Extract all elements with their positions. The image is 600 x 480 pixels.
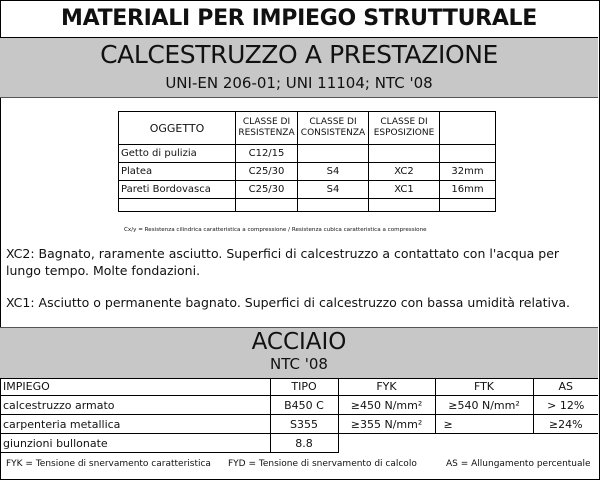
xc2-description: XC2: Bagnato, raramente asciutto. Superfici di calcestruzzo a contattato con l'acqua per lungo tempo. Molte fondazioni. bbox=[6, 246, 560, 278]
cell-as bbox=[533, 434, 598, 453]
steel-table-header bbox=[0, 378, 598, 396]
cell-consistenza bbox=[298, 145, 369, 163]
concrete-table-header bbox=[119, 112, 496, 145]
cell-tipo: 8.8 bbox=[270, 434, 338, 453]
cell-as: ≥24% bbox=[533, 415, 598, 434]
table-row bbox=[119, 181, 496, 199]
legend-as: AS = Allungamento percentuale bbox=[446, 459, 591, 469]
cell-tipo: B450 C bbox=[270, 396, 338, 415]
cell-resistenza: C25/30 bbox=[236, 163, 298, 181]
col-header-aggregate bbox=[440, 112, 496, 145]
cell-esposizione bbox=[369, 199, 440, 212]
cell-fyk: ≥355 N/mm² bbox=[338, 415, 435, 434]
col-header-ftk: FTK bbox=[435, 378, 533, 396]
cell-consistenza: S4 bbox=[298, 181, 369, 199]
col-header-tipo: TIPO bbox=[270, 378, 338, 396]
col-header-as: AS bbox=[533, 378, 598, 396]
col-header-resistenza: CLASSE DI RESISTENZA bbox=[236, 112, 298, 145]
table-row bbox=[0, 415, 598, 434]
cell-resistenza: C25/30 bbox=[236, 181, 298, 199]
cell-ftk bbox=[435, 434, 533, 453]
concrete-class-table bbox=[118, 111, 496, 212]
steel-heading: ACCIAIO bbox=[251, 329, 347, 355]
cell-esposizione: XC2 bbox=[369, 163, 440, 181]
cell-aggregate bbox=[440, 199, 496, 212]
xc1-description: XC1: Asciutto o permanente bagnato. Superfici di calcestruzzo con bassa umidità relativa. bbox=[6, 295, 571, 310]
col-header-oggetto: OGGETTO bbox=[119, 112, 236, 145]
concrete-standards: UNI-EN 206-01; UNI 11104; NTC '08 bbox=[165, 74, 433, 92]
cell-resistenza: C12/15 bbox=[236, 145, 298, 163]
table-row bbox=[119, 163, 496, 181]
col-header-fyk: FYK bbox=[338, 378, 435, 396]
cell-impiego: giunzioni bullonate bbox=[0, 434, 270, 453]
cell-impiego: calcestruzzo armato bbox=[0, 396, 270, 415]
page-title: MATERIALI PER IMPIEGO STRUTTURALE bbox=[0, 0, 598, 38]
cell-oggetto: Getto di pulizia bbox=[119, 145, 236, 163]
legend-fyd: FYD = Tensione di snervamento di calcolo bbox=[228, 459, 417, 469]
cell-fyk bbox=[338, 434, 435, 453]
cell-oggetto bbox=[119, 199, 236, 212]
cell-aggregate bbox=[440, 145, 496, 163]
table-row bbox=[0, 434, 598, 453]
cell-impiego: carpenteria metallica bbox=[0, 415, 270, 434]
steel-table bbox=[0, 378, 598, 453]
col-header-esposizione: CLASSE DI ESPOSIZIONE bbox=[369, 112, 440, 145]
concrete-heading: CALCESTRUZZO A PRESTAZIONE bbox=[100, 40, 498, 69]
cell-tipo: S355 bbox=[270, 415, 338, 434]
cell-oggetto: Platea bbox=[119, 163, 236, 181]
cell-aggregate: 32mm bbox=[440, 163, 496, 181]
col-header-consistenza: CLASSE DI CONSISTENZA bbox=[298, 112, 369, 145]
cell-consistenza bbox=[298, 199, 369, 212]
col-header-impiego: IMPIEGO bbox=[0, 378, 270, 396]
table-row bbox=[0, 396, 598, 415]
steel-standard: NTC '08 bbox=[270, 355, 328, 373]
cell-oggetto: Pareti Bordovasca bbox=[119, 181, 236, 199]
cell-ftk: ≥ bbox=[435, 415, 533, 434]
cell-consistenza: S4 bbox=[298, 163, 369, 181]
cell-resistenza bbox=[236, 199, 298, 212]
concrete-band bbox=[0, 38, 598, 98]
table-row bbox=[119, 199, 496, 212]
cell-ftk: ≥540 N/mm² bbox=[435, 396, 533, 415]
cell-fyk: ≥450 N/mm² bbox=[338, 396, 435, 415]
cell-aggregate: 16mm bbox=[440, 181, 496, 199]
cell-esposizione: XC1 bbox=[369, 181, 440, 199]
cell-as: > 12% bbox=[533, 396, 598, 415]
steel-band bbox=[0, 327, 598, 379]
table-row bbox=[119, 145, 496, 163]
concrete-footnote: Cx/y = Resistenza cilindrica caratteristica a compressione / Resistenza cubica caratteristica a compressione bbox=[124, 227, 427, 233]
legend-fyk: FYK = Tensione di snervamento caratteristica bbox=[6, 459, 211, 469]
cell-esposizione bbox=[369, 145, 440, 163]
